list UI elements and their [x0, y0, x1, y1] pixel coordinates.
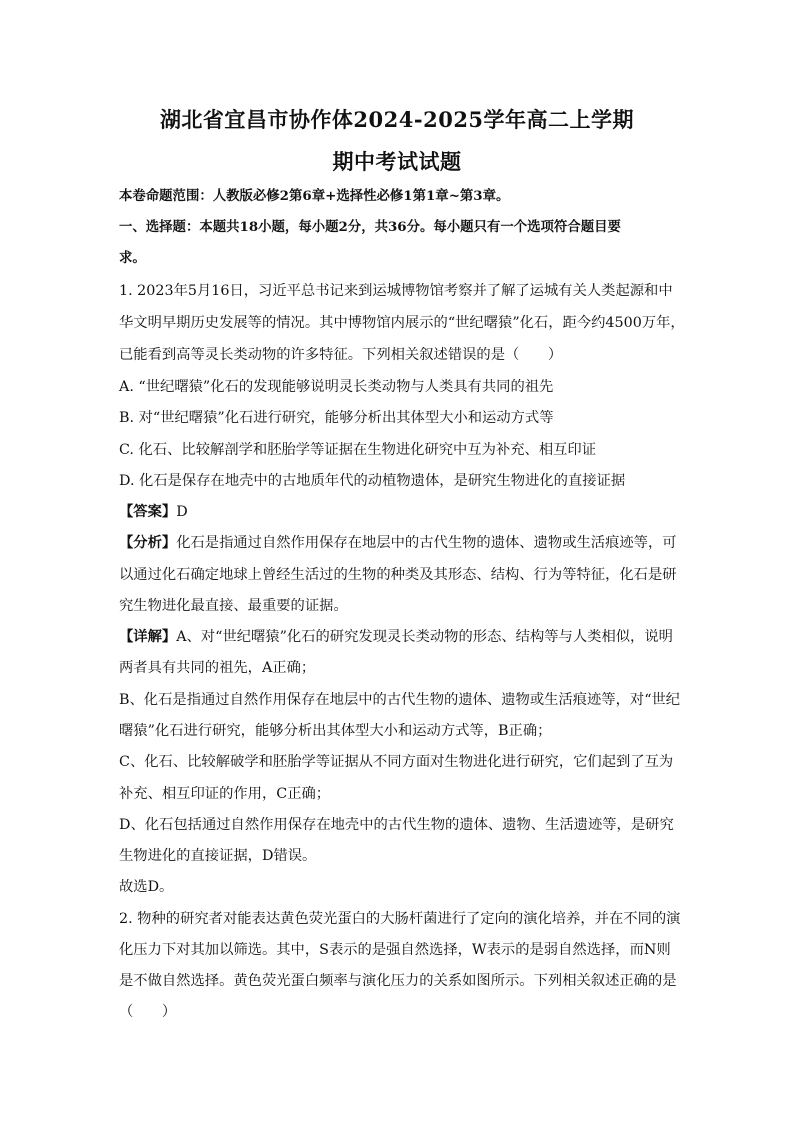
q2-stem-line: 2. 物种的研究者对能表达黄色荧光蛋白的大肠杆菌进行了定向的演化培养，并在不同的演	[119, 911, 681, 927]
section-heading-line1: 一、选择题：本题共18小题，每小题2分，共36分。每小题只有一个选项符合题目要	[119, 219, 621, 235]
q2-stem-line: 化压力下对其加以筛选。其中，S表示的是强自然选择，W表示的是弱自然选择，而N则	[119, 942, 671, 958]
analysis-text: 化石是指通过自然作用保存在地层中的古代生物的遗体、遗物或生活痕迹等，可	[176, 535, 677, 551]
q1-option-c: C. 化石、比较解剖学和胚胎学等证据在生物进化研究中互为补充、相互印证	[119, 442, 597, 458]
q1-answer	[119, 502, 679, 522]
q1-option-d: D. 化石是保存在地壳中的古地质年代的动植物遗体，是研究生物进化的直接证据	[119, 473, 626, 489]
q1-option-a: A. “世纪曙猿”化石的发现能够说明灵长类动物与人类具有共同的祖先	[119, 379, 554, 395]
q1-option-b: B. 对“世纪曙猿”化石进行研究，能够分析出其体型大小和运动方式等	[119, 410, 554, 426]
document-title: 湖北省宜昌市协作体2024-2025学年高二上学期	[159, 107, 635, 132]
q1-analysis-line	[119, 533, 679, 553]
q2-stem-line: （ ）	[119, 1004, 177, 1020]
q1-detail-line: B、化石是指通过自然作用保存在地层中的古代生物的遗体、遗物或生活痕迹等，对“世纪	[119, 692, 681, 708]
analysis-label: 【分析】	[119, 535, 177, 551]
q1-detail-line: D、化石包括通过自然作用保存在地壳中的古代生物的遗体、遗物、生活遗迹等，是研究	[119, 817, 674, 833]
detail-label: 【详解】	[119, 629, 177, 645]
q1-analysis-line: 究生物进化最直接、最重要的证据。	[119, 598, 348, 614]
detail-text: A、对“世纪曙猿”化石的研究发现灵长类动物的形态、结构等与人类相似，说明	[176, 629, 673, 645]
q2-stem-line: 是不做自然选择。黄色荧光蛋白频率与演化压力的关系如图所示。下列相关叙述正确的是	[119, 973, 677, 989]
q1-stem-line: 1. 2023年5月16日，习近平总书记来到运城博物馆考察并了解了运城有关人类起源和中	[119, 283, 673, 299]
q1-detail-line: C、化石、比较解破学和胚胎学等证据从不同方面对生物进化进行研究，它们起到了互为	[119, 754, 674, 770]
q1-detail-line	[119, 627, 679, 647]
q1-detail-line: 补充、相互印证的作用，C正确；	[119, 786, 331, 802]
exam-scope: 本卷命题范围：人教版必修2第6章+选择性必修1第1章~第3章。	[119, 188, 510, 204]
q1-stem-line: 已能看到高等灵长类动物的许多特征。下列相关叙述错误的是（ ）	[119, 347, 563, 363]
q1-conclusion: 故选D。	[119, 879, 174, 895]
answer-value: D	[176, 504, 188, 520]
section-heading-line2: 求。	[119, 250, 146, 266]
q1-stem-line: 华文明早期历史发展等的情况。其中博物馆内展示的“世纪曙猿”化石，距今约4500万年，	[119, 315, 685, 331]
q1-detail-line: 两者具有共同的祖先，A正确；	[119, 660, 316, 676]
q1-detail-line: 曙猿”化石进行研究，能够分析出其体型大小和运动方式等，B正确；	[119, 723, 552, 739]
document-subtitle: 期中考试试题	[332, 149, 462, 174]
q1-detail-line: 生物进化的直接证据，D错误。	[119, 848, 317, 864]
answer-label: 【答案】	[119, 504, 177, 520]
q1-analysis-line: 以通过化石确定地球上曾经生活过的生物的种类及其形态、结构、行为等特征，化石是研	[119, 567, 677, 583]
